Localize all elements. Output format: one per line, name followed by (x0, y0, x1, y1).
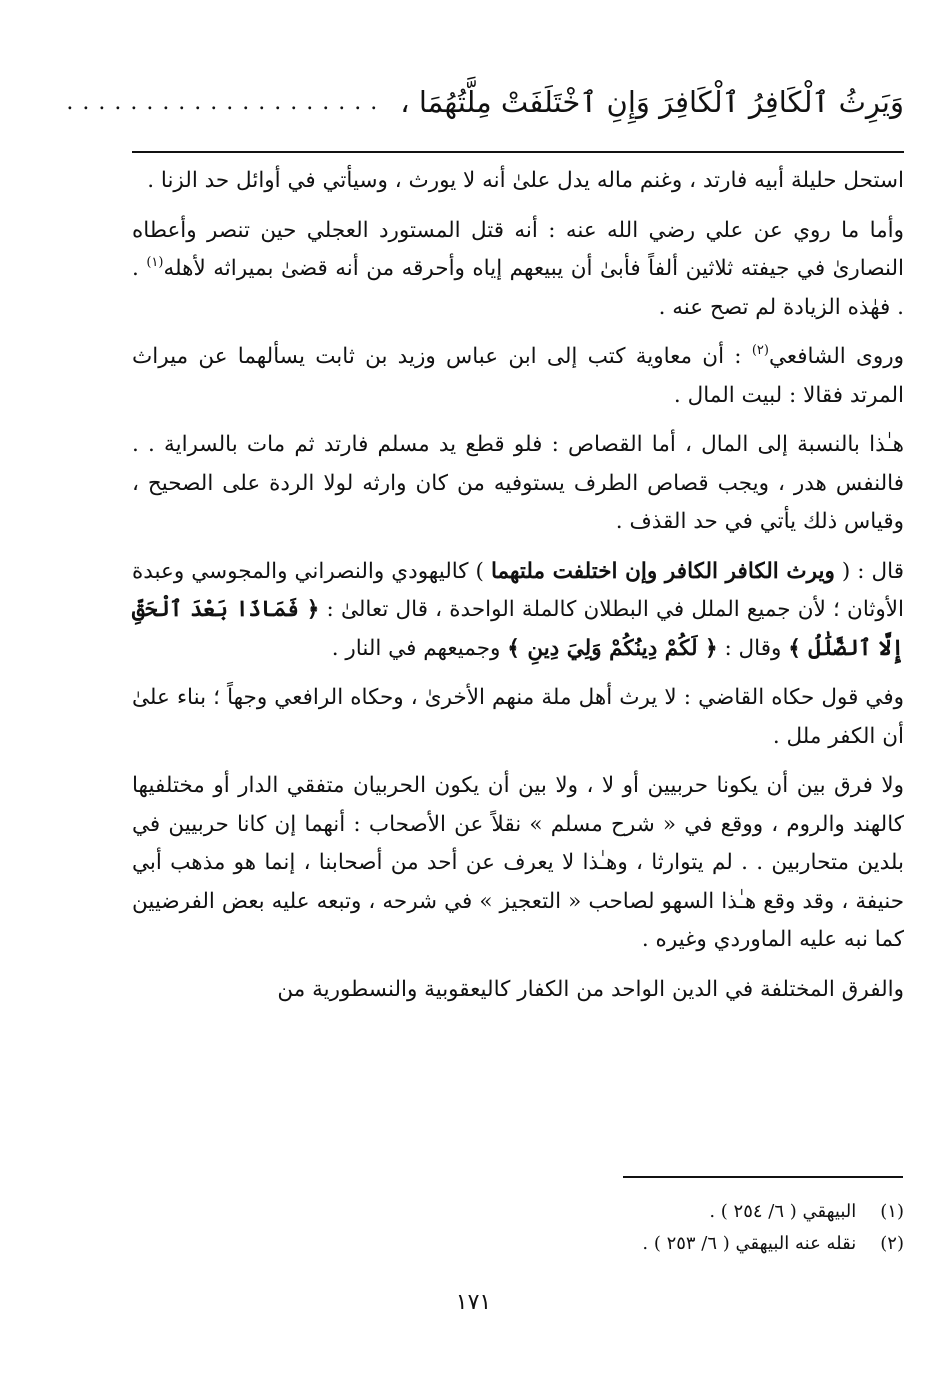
paragraph-1-text: استحل حليلة أبيه فارتد ، وغنم ماله يدل علىٰ أنه لا يورث ، وسيأتي في أوائل حد الزنا . (147, 168, 904, 193)
paragraph-7-text: ولا فرق بين أن يكونا حربيين أو لا ، ولا بين أن يكون الحربيان متفقي الدار أو مختلفيها كالهند والروم ، ووقع في « شرح مسلم » نقلاً عن الأصحاب : أنهما إن كانا حربيين في بلدين متحاربين . . لم يتوارثا ، وهـٰذا لا يعرف عن أحد من أصحابنا ، إنما هو مذهب أبي حنيفة ، وقد وقع هـٰذا السهو لصاحب « التعجيز » في شرحه ، وتبعه عليه بعض الفرضيين كما نبه عليه الماوردي وغيره . (132, 773, 904, 952)
footnote-rule (623, 1176, 903, 1178)
paragraph-4-text: هـٰذا بالنسبة إلى المال ، أما القصاص : فلو قطع يد مسلم فارتد ثم مات بالسراية . . فالنفس هدر ، ويجب قصاص الطرف يستوفيه من كان وارثه لولا الردة على الصحيح ، وقياس ذلك يأتي في حد القذف . (132, 432, 904, 534)
paragraph-5-text-b: ) كاليهودي والنصراني والمجوسي وعبدة الأوثان ؛ لأن جميع الملل في البطلان كالملة الواحدة ، قال تعالىٰ : (132, 558, 904, 622)
paragraph-2-text-a: وأما ما روي عن علي رضي الله عنه : أنه قتل المستورد العجلي حين تنصر وأعطاه النصارىٰ في جيفته ثلاثين ألفاً فأبىٰ أن يبيعهم إياه وأحرقه من أنه قضىٰ بميراثه لأهله (132, 217, 904, 281)
running-head-title: وَيَرِثُ ٱلْكَافِرُ ٱلْكَافِرَ وَإِنِ ٱخْتَلَفَتْ مِلَّتُهُمَا ، (400, 85, 904, 119)
paragraph-1 (132, 162, 904, 201)
footnotes (132, 1196, 904, 1260)
footnote-2 (132, 1228, 904, 1260)
footnote-2-number: (٢) (880, 1233, 904, 1254)
paragraph-5-text-a: قال : ( (841, 558, 904, 584)
header-rule (132, 151, 904, 153)
running-head (66, 78, 904, 126)
footnote-2-text: نقله عنه البيهقي ( ٦/ ٢٥٣ ) . (642, 1233, 857, 1254)
paragraph-8-text: والفرق المختلفة في الدين الواحد من الكفار كاليعقوبية والنسطورية من (277, 976, 904, 1002)
paragraph-5 (132, 553, 904, 669)
paragraph-3-text-b: : أن معاوية كتب إلى ابن عباس وزيد بن ثابت يسألهما عن ميراث المرتد فقالا : لبيت المال . (132, 344, 904, 408)
matn-quote: ويرث الكافر الكافر وإن اختلفت ملتهما (490, 558, 835, 584)
paragraph-5-text-c: وقال : (724, 635, 782, 661)
paragraph-3-text-a: وروى الشافعي (768, 344, 905, 369)
quran-verse-2: ﴿ لَكُمْ دِينُكُمْ وَلِيَ دِينِ ﴾ (507, 635, 718, 661)
footnote-ref-2[interactable]: (٢) (751, 343, 769, 358)
paragraph-2-text-b: . . فهٰذه الزيادة لم تصح عنه . (132, 256, 904, 320)
page-number: ١٧١ (455, 1290, 492, 1315)
footnote-ref-1[interactable]: (١) (146, 255, 164, 270)
paragraph-4 (132, 426, 904, 542)
paragraph-2 (132, 212, 904, 328)
paragraph-3 (132, 338, 904, 415)
paragraph-8 (132, 971, 904, 1010)
paragraph-7 (132, 767, 904, 960)
paragraph-6 (132, 679, 904, 756)
paragraph-5-text-d: وجميعهم في النار . (331, 635, 501, 661)
main-text (132, 162, 904, 1020)
footnote-1 (132, 1196, 904, 1228)
quran-verse-1: ﴿ فَمَاذَا بَعْدَ ٱلْحَقِّ إِلَّا ٱلضَّلَٰلُ ﴾ (132, 597, 904, 661)
running-head-dots: .................... (66, 89, 387, 115)
paragraph-6-text: وفي قول حكاه القاضي : لا يرث أهل ملة منهم الأخرىٰ ، وحكاه الرافعي وجهاً ؛ بناء علىٰ أن الكفر ملل . (132, 685, 904, 749)
footnote-1-text: البيهقي ( ٦/ ٢٥٤ ) . (709, 1201, 857, 1222)
footnote-1-number: (١) (880, 1201, 904, 1222)
